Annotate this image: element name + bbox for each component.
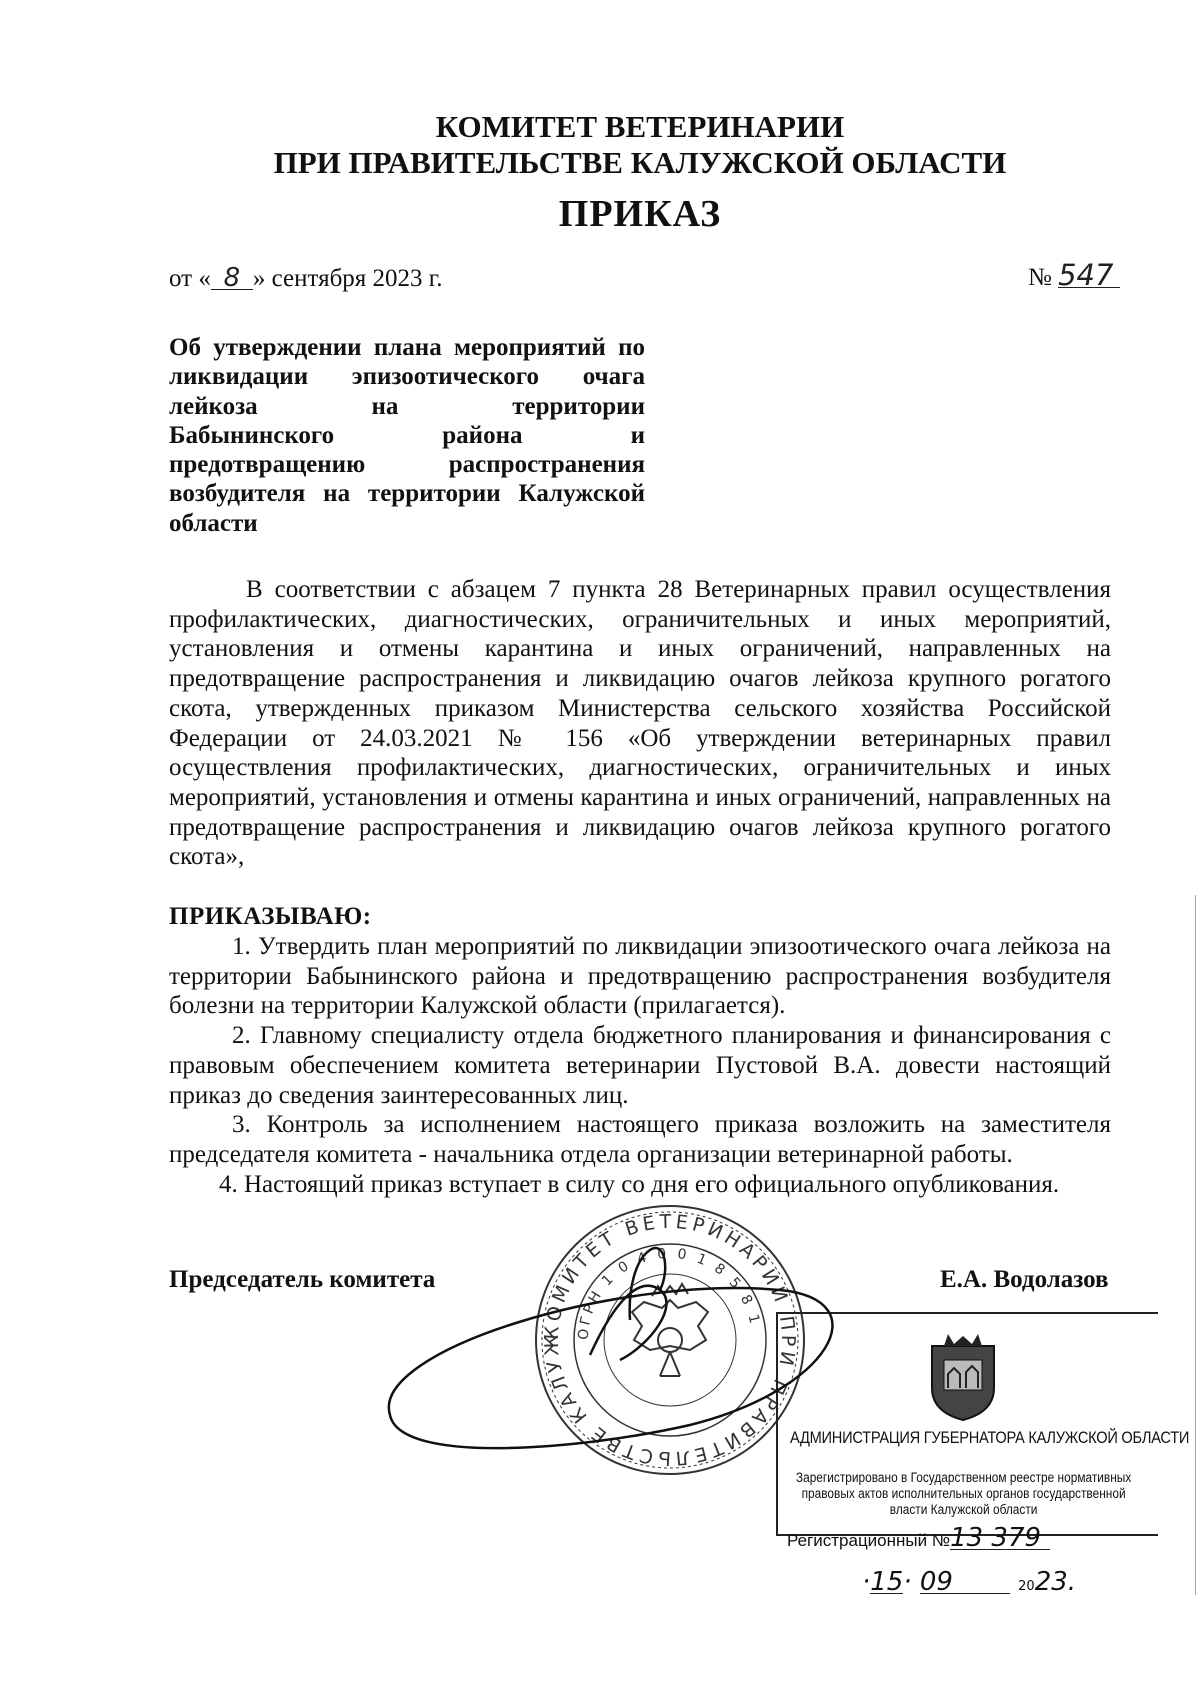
coat-of-arms-icon (926, 1330, 1000, 1427)
date-prefix: от « (169, 265, 211, 292)
order-item: 4. Настоящий приказ вступает в силу со дня его официального опубликования. (219, 1170, 1060, 1198)
document-subject (169, 333, 645, 538)
date-day-handwritten: 8 (211, 267, 253, 290)
handwritten-signature (360, 1180, 920, 1485)
scan-margin-line (1195, 895, 1196, 1595)
date-suffix: » сентября 2023 г. (252, 265, 443, 292)
number-value-handwritten: 547 (1058, 263, 1120, 288)
registration-number-line (787, 1523, 1050, 1553)
registration-organization: АДМИНИСТРАЦИЯ ГУБЕРНАТОРА КАЛУЖСКОЙ ОБЛАСТИ (790, 1428, 1190, 1447)
number-label: № (1028, 264, 1052, 291)
subject-line: возбудителя на территории Калужской (169, 480, 645, 508)
signature-strokes (360, 1180, 920, 1480)
registration-year-prefix: 20 (1018, 1579, 1035, 1594)
order-item: 2. Главному специалисту отдела бюджетного планирования и финансирования с правовым обеспечением комитета ветеринарии Пустовой В.А. довести настоящий приказ до сведения заинтересованных лиц. (169, 1022, 1111, 1109)
registration-day: 15 (870, 1567, 904, 1597)
preamble-paragraph: В соответствии с абзацем 7 пункта 28 Ветеринарных правил осуществления профилактических, диагностических, ограничительных и иных мероприятий, установления и отмены карантина и иных ограничений, направленных на предотвращение распространения и ликвидацию очагов лейкоза крупного рогатого скота, утвержденных приказом Министерства сельского хозяйства Российской Федерации от 24.03.2021 № 156 «Об утверждении ветеринарных правил осуществления профилактических, диагностических, ограничительных и иных мероприятий, установления и отмены карантина и иных ограничений, направленных на предотвращение распространения и ликвидацию очагов лейкоза крупного рогатого скота», (169, 576, 1111, 871)
organization-name-line1: КОМИТЕТ ВЕТЕРИНАРИИ (435, 109, 845, 144)
subject-line: ликвидации эпизоотического очага (169, 363, 645, 391)
registration-number-label: Регистрационный № (787, 1531, 951, 1550)
order-item: 3. Контроль за исполнением настоящего приказа возложить на заместителя председателя комитета - начальника отдела организации ветеринарной работы. (169, 1111, 1111, 1168)
document-type-title: ПРИКАЗ (558, 193, 722, 235)
registration-date: ·15· 09 2023. (862, 1567, 1077, 1597)
order-items (169, 932, 1111, 1199)
organization-name-line2: ПРИ ПРАВИТЕЛЬСТВЕ КАЛУЖСКОЙ ОБЛАСТИ (273, 145, 1007, 180)
signatory-title: Председатель комитета (169, 1266, 436, 1293)
subject-line: Бабынинского района и (169, 421, 645, 449)
document-number-line (1028, 258, 1120, 292)
subject-line: предотвращению распространения (169, 451, 645, 479)
subject-line: лейкоза на территории (169, 392, 645, 420)
registration-month: 09 (920, 1571, 1010, 1594)
order-word: ПРИКАЗЫВАЮ: (169, 903, 372, 930)
registration-year-suffix: 23. (1034, 1567, 1077, 1597)
signatory-name: Е.А. Водолазов (940, 1266, 1109, 1293)
registration-text: Зарегистрировано в Государственном реестре нормативных правовых актов исполнительных органов государственной власти Калужской области (795, 1470, 1132, 1517)
subject-line: Об утверждении плана мероприятий по (169, 334, 645, 361)
seal-outer-text: КОМИТЕТ ВЕТЕРИНАРИИ ПРИ ПРАВИТЕЛЬСТВЕ КАЛУЖ (540, 1210, 800, 1470)
registration-number-handwritten: 13 379 (950, 1527, 1050, 1550)
order-item: 1. Утвердить план мероприятий по ликвидации эпизоотического очага лейкоза на территории Бабынинского района и предотвращению распространения возбудителя болезни на территории Калужской области (прилагается). (169, 933, 1111, 1020)
date-line (169, 265, 442, 293)
subject-line: области (169, 509, 258, 537)
seal-inner-text: ОГРН 1 0 4 0 0 1 8 5 8 1 (575, 1245, 763, 1341)
